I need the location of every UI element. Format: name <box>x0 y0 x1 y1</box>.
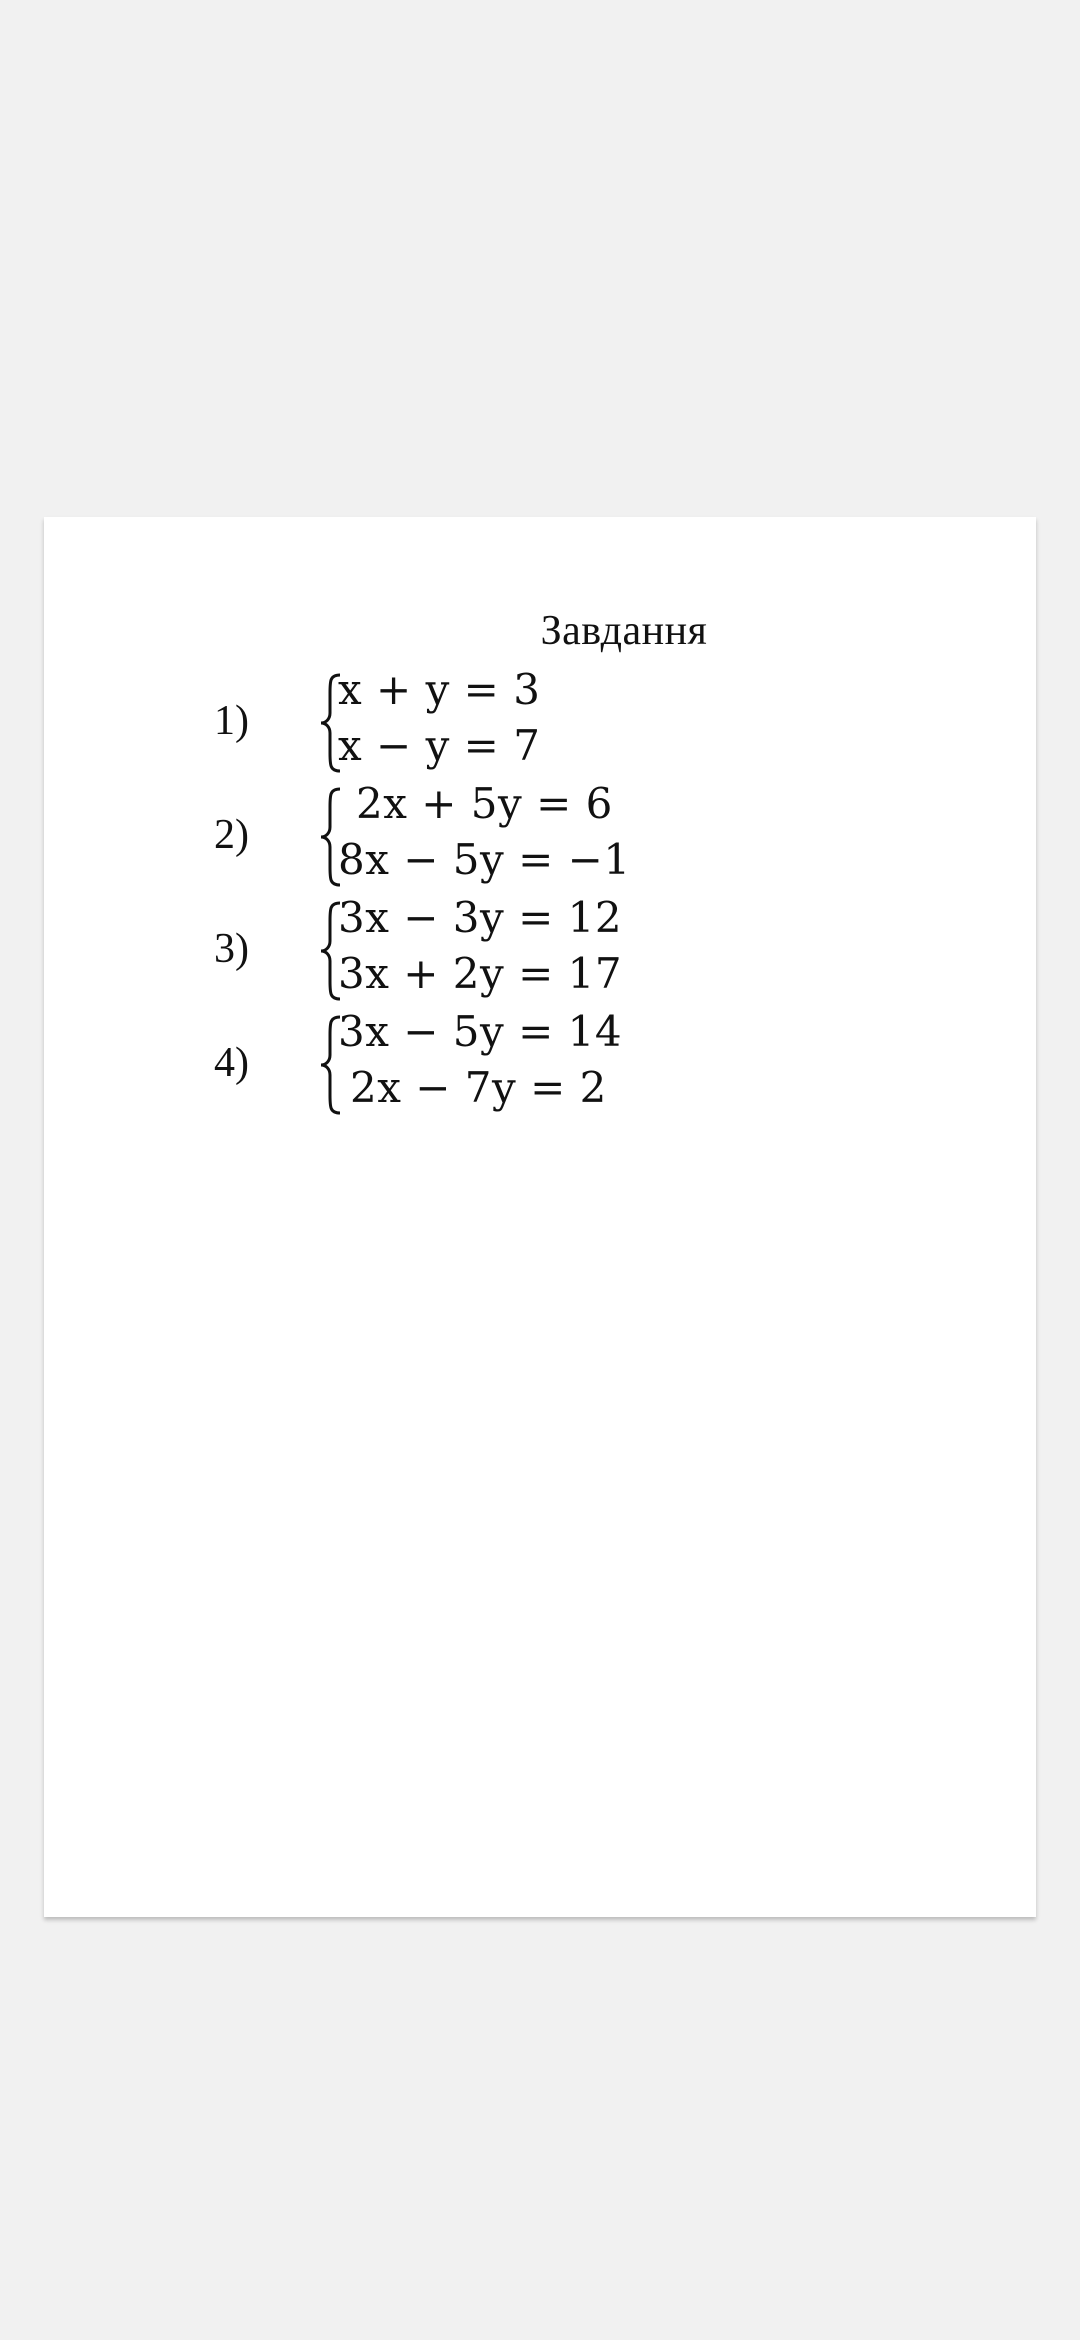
task-item <box>214 1009 714 1121</box>
equation-line: 2x − 7y = 2 <box>350 1063 607 1112</box>
equation-line: x − y = 7 <box>338 721 541 770</box>
equation-line: 3x − 3y = 12 <box>338 893 623 942</box>
task-number: 4) <box>214 1040 249 1086</box>
equation-line: 3x − 5y = 14 <box>338 1007 623 1056</box>
document-page <box>44 517 1036 1917</box>
equation-line: x + y = 3 <box>338 665 541 714</box>
task-number: 3) <box>214 926 249 972</box>
page-title: Завдання <box>540 608 708 654</box>
task-number: 2) <box>214 812 249 858</box>
equation-line: 2x + 5y = 6 <box>356 779 613 828</box>
equation-line: 8x − 5y = −1 <box>338 835 631 884</box>
task-item <box>214 667 714 779</box>
task-number: 1) <box>214 698 249 744</box>
equation-line: 3x + 2y = 17 <box>338 949 623 998</box>
task-item <box>214 781 714 893</box>
task-item <box>214 895 714 1007</box>
